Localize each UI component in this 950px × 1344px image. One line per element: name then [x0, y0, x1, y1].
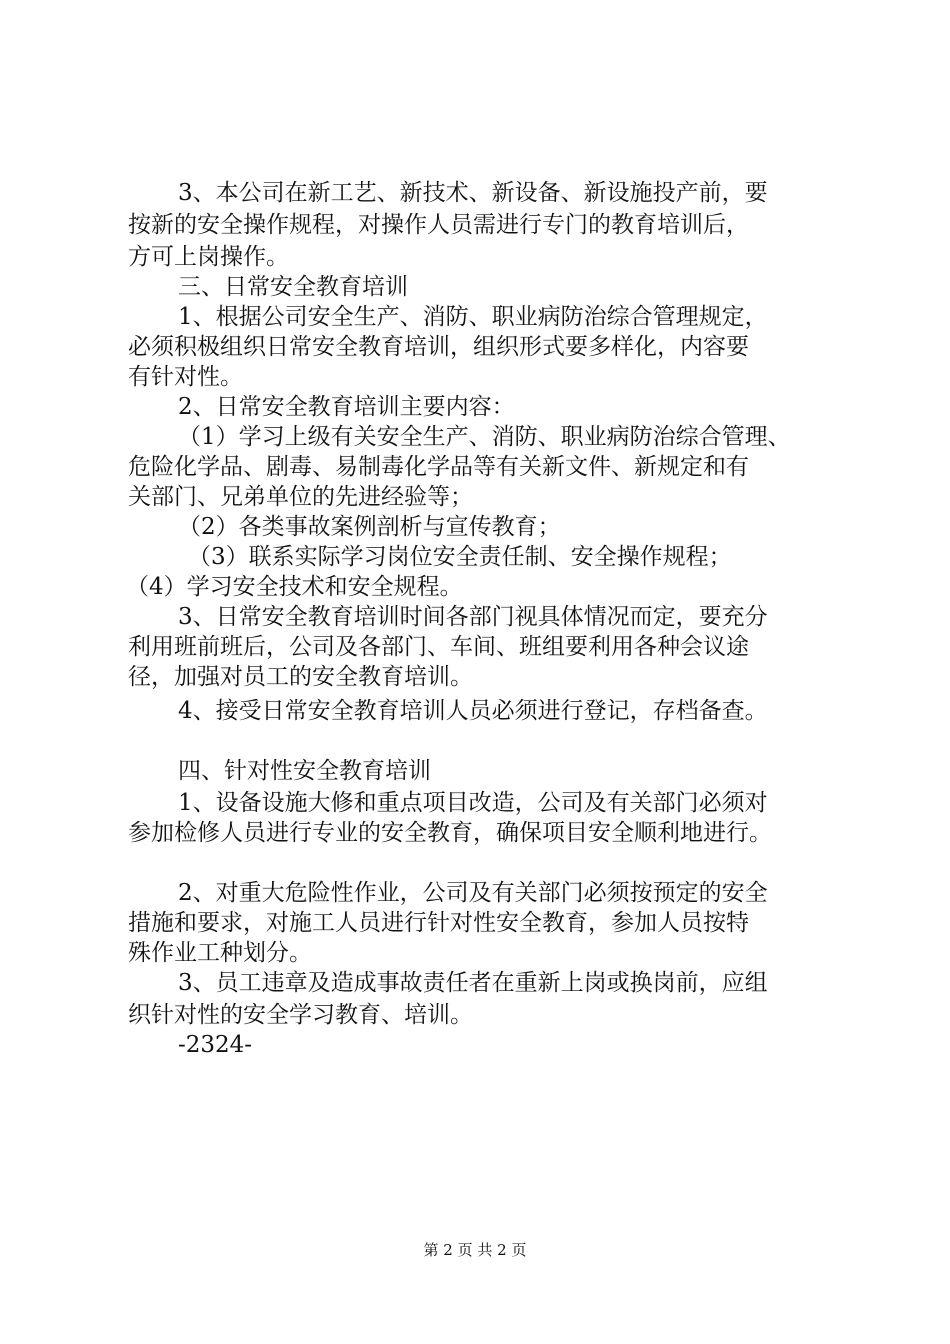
page-number: 第 2 页 共 2 页	[423, 1241, 527, 1259]
page-code: -2324-	[178, 1032, 253, 1058]
text-line: 3、日常安全教育培训时间各部门视具体情况而定，要充分	[178, 604, 768, 630]
section-heading: 四、针对性安全教育培训	[178, 758, 431, 784]
text-line: 方可上岗操作。	[128, 244, 289, 270]
section-heading: 三、日常安全教育培训	[178, 274, 408, 300]
text-line: 殊作业工种划分。	[128, 940, 312, 966]
text-line: 危险化学品、剧毒、易制毒化学品等有关新文件、新规定和有	[128, 454, 749, 480]
text-line: 织针对性的安全学习教育、培训。	[128, 1002, 473, 1028]
text-line: 1、根据公司安全生产、消防、职业病防治综合管理规定，	[178, 304, 768, 330]
text-line: 1、设备设施大修和重点项目改造，公司及有关部门必须对	[178, 790, 768, 816]
text-line: 径，加强对员工的安全教育培训。	[128, 664, 473, 690]
text-line: 4、接受日常安全教育培训人员必须进行登记，存档备查。	[178, 698, 768, 724]
text-line: （4）学习安全技术和安全规程。	[126, 574, 463, 600]
text-line: 2、日常安全教育培训主要内容：	[178, 394, 515, 420]
text-line: （3）联系实际学习岗位安全责任制、安全操作规程；	[188, 544, 732, 570]
text-line: 2、对重大危险性作业，公司及有关部门必须按预定的安全	[178, 880, 768, 906]
text-line: 3、员工违章及造成事故责任者在重新上岗或换岗前，应组	[178, 970, 768, 996]
text-line: 关部门、兄弟单位的先进经验等；	[128, 484, 473, 510]
text-line: 措施和要求，对施工人员进行针对性安全教育，参加人员按特	[128, 910, 749, 936]
text-line: 必须积极组织日常安全教育培训，组织形式要多样化，内容要	[128, 334, 749, 360]
text-line: 3、本公司在新工艺、新技术、新设备、新设施投产前，要	[178, 180, 768, 206]
text-line: 利用班前班后，公司及各部门、车间、班组要利用各种会议途	[128, 634, 749, 660]
text-line: （2）各类事故案例剖析与宣传教育；	[178, 514, 561, 540]
text-line: 参加检修人员进行专业的安全教育，确保项目安全顺利地进行。	[128, 820, 772, 846]
text-line: （1）学习上级有关安全生产、消防、职业病防治综合管理、	[178, 424, 791, 450]
text-line: 有针对性。	[128, 364, 243, 390]
text-line: 按新的安全操作规程，对操作人员需进行专门的教育培训后，	[128, 212, 749, 238]
